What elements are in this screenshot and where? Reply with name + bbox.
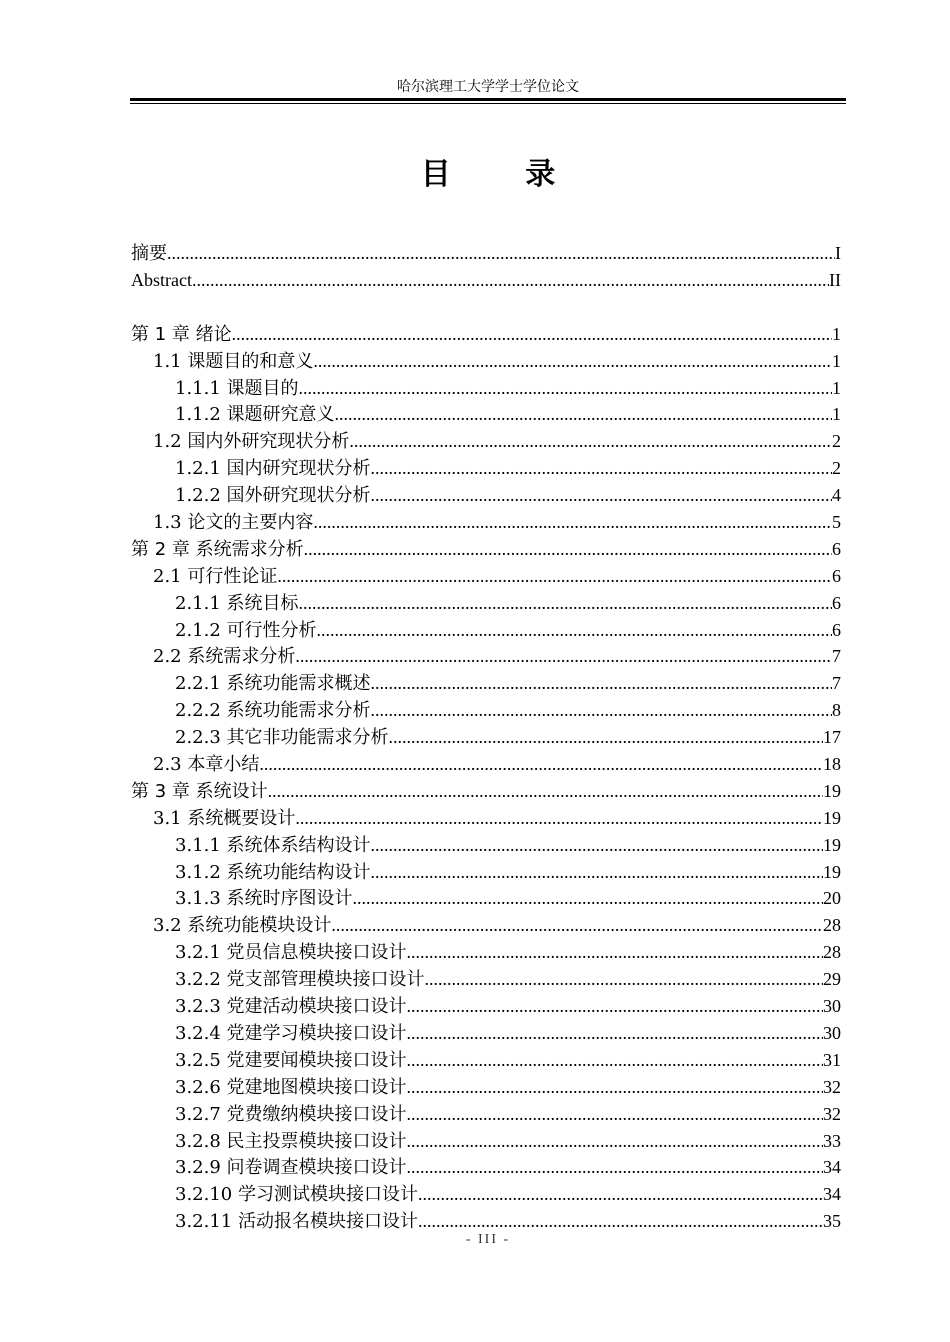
toc-entry-label: 3.2.6 党建地图模块接口设计 [175,1076,407,1098]
toc-entry-label: 第 2 章 系统需求分析 [131,538,304,560]
toc-dot-leader [371,670,832,697]
toc-entry-page: 34 [823,1157,841,1178]
toc-dot-leader [335,401,832,428]
toc-entry-label: 第 1 章 绪论 [131,323,232,345]
toc-entry-page: 33 [823,1130,841,1151]
toc-dot-leader [295,643,832,670]
toc-entry[interactable] [131,617,841,644]
toc-dot-leader [299,375,832,402]
toc-entry[interactable] [131,724,841,751]
toc-entry-label: 1.3 论文的主要内容 [153,512,314,534]
toc-entry-page: 32 [823,1076,841,1097]
toc-entry-page: 1 [832,350,841,371]
toc-dot-leader [407,1128,823,1155]
toc-entry-label: 2.1.1 系统目标 [175,592,299,614]
toc-dot-leader [389,724,823,751]
toc-entry-page: 19 [823,861,841,882]
toc-entry-page: 7 [832,673,841,694]
toc-entry[interactable] [131,375,841,402]
toc-dot-leader [299,590,832,617]
toc-entry-label: 3.1 系统概要设计 [153,807,296,829]
toc-entry-page: 4 [832,485,841,506]
toc-entry-label: 3.1.2 系统功能结构设计 [175,861,371,883]
toc-entry-label: 3.1.1 系统体系结构设计 [175,834,371,856]
header-rule-thick [130,98,846,101]
toc-entry[interactable] [131,240,841,267]
toc-entry[interactable] [131,939,841,966]
toc-entry[interactable] [131,1047,841,1074]
toc-dot-leader [407,1101,823,1128]
toc-entry-page: 6 [832,592,841,613]
toc-dot-leader [317,617,832,644]
toc-entry-label: 第 3 章 系统设计 [131,780,268,802]
toc-dot-leader [353,885,823,912]
toc-entry-label: 摘要 [131,243,167,264]
toc-entry-page: 8 [832,700,841,721]
toc-entry[interactable] [131,912,841,939]
toc-dot-leader [304,536,832,563]
toc-entry-page: 19 [823,807,841,828]
toc-dot-leader [277,563,832,590]
toc-entry[interactable] [131,1128,841,1155]
toc-entry[interactable] [131,643,841,670]
toc-entry-label: 2.1 可行性论证 [153,565,278,587]
toc-entry-label: 1.2.2 国外研究现状分析 [175,485,371,507]
toc-entry-label: 1.2.1 国内研究现状分析 [175,458,371,480]
toc-entry-page: 2 [832,458,841,479]
toc-entry[interactable] [131,509,841,536]
toc-entry[interactable] [131,1101,841,1128]
toc-entry[interactable] [131,1154,841,1181]
toc-dot-leader [167,240,835,267]
toc-entry-page: 2 [832,431,841,452]
header-rule-thin [130,103,846,104]
toc-entry-label: 3.2.4 党建学习模块接口设计 [175,1022,407,1044]
toc-dot-leader [349,428,832,455]
toc-entry-label: Abstract [131,269,192,290]
toc-entry-page: 20 [823,888,841,909]
toc-entry-label: 3.2.1 党员信息模块接口设计 [175,942,407,964]
toc-entry-page: 6 [832,619,841,640]
toc-entry-label: 1.1.1 课题目的 [175,377,299,399]
toc-entry-label: 2.2.2 系统功能需求分析 [175,700,371,722]
toc-dot-leader [192,267,829,294]
toc-entry[interactable] [131,482,841,509]
toc-entry-label: 2.2.3 其它非功能需求分析 [175,727,389,749]
toc-entry[interactable] [131,455,841,482]
toc-entry[interactable] [131,590,841,617]
toc-entry[interactable] [131,993,841,1020]
toc-entry-page: 1 [832,323,841,344]
toc-entry[interactable] [131,267,841,294]
toc-entry[interactable] [131,805,841,832]
toc-entry-label: 1.2 国内外研究现状分析 [153,431,350,453]
toc-title: 目 录 [420,157,588,192]
toc-dot-leader [313,348,832,375]
toc-entry[interactable] [131,697,841,724]
toc-dot-leader [371,697,832,724]
toc-entry[interactable] [131,885,841,912]
toc-entry-page: 34 [823,1184,841,1205]
toc-entry[interactable] [131,670,841,697]
toc-dot-leader [371,832,823,859]
running-header: 哈尔滨理工大学学士学位论文 [397,79,579,95]
toc-dot-leader [232,321,832,348]
toc-entry-page: 29 [823,969,841,990]
toc-dot-leader [407,1047,823,1074]
toc-entry-page: 30 [823,996,841,1017]
toc-entry[interactable] [131,536,841,563]
table-of-contents [131,240,841,1235]
toc-dot-leader [259,751,823,778]
toc-entry-page: 30 [823,1022,841,1043]
toc-entry-label: 1.1 课题目的和意义 [153,350,314,372]
toc-entry-label: 3.2 系统功能模块设计 [153,915,332,937]
toc-entry-label: 2.2.1 系统功能需求概述 [175,673,371,695]
toc-dot-leader [407,1074,823,1101]
toc-entry-page: 28 [823,915,841,936]
toc-dot-leader [407,1154,823,1181]
toc-entry-label: 3.2.5 党建要闻模块接口设计 [175,1049,407,1071]
toc-entry-label: 2.2 系统需求分析 [153,646,296,668]
toc-entry-page: 18 [823,754,841,775]
toc-dot-leader [371,859,823,886]
toc-entry[interactable] [131,348,841,375]
toc-entry-page: 1 [832,377,841,398]
toc-entry-label: 3.2.7 党费缴纳模块接口设计 [175,1103,407,1125]
toc-dot-leader [371,482,832,509]
toc-entry-label: 3.2.9 问卷调查模块接口设计 [175,1157,407,1179]
toc-entry[interactable] [131,1020,841,1047]
toc-dot-leader [268,778,823,805]
toc-dot-leader [313,509,832,536]
toc-entry-label: 3.2.8 民主投票模块接口设计 [175,1130,407,1152]
toc-entry[interactable] [131,428,841,455]
toc-entry[interactable] [131,778,841,805]
toc-entry-page: 32 [823,1103,841,1124]
toc-entry-page: 1 [832,404,841,425]
toc-entry-page: 6 [832,565,841,586]
toc-entry[interactable] [131,321,841,348]
toc-entry-label: 3.2.11 活动报名模块接口设计 [175,1211,418,1233]
toc-entry[interactable] [131,832,841,859]
toc-entry-label: 3.2.2 党支部管理模块接口设计 [175,969,425,991]
toc-entry-label: 3.1.3 系统时序图设计 [175,888,353,910]
toc-dot-leader [407,1020,823,1047]
toc-entry-label: 3.2.3 党建活动模块接口设计 [175,996,407,1018]
toc-entry[interactable] [131,751,841,778]
toc-entry-page: 19 [823,834,841,855]
toc-entry[interactable] [131,859,841,886]
toc-entry-page: 35 [823,1211,841,1232]
toc-entry[interactable] [131,966,841,993]
toc-entry-label: 2.3 本章小结 [153,754,260,776]
toc-entry[interactable] [131,1074,841,1101]
toc-dot-leader [425,966,823,993]
toc-dot-leader [407,993,823,1020]
toc-dot-leader [331,912,823,939]
toc-entry-page: 6 [832,538,841,559]
toc-entry-page: 17 [823,727,841,748]
toc-entry-page: II [829,269,841,290]
toc-entry-page: 31 [823,1049,841,1070]
page-number: - III - [465,1232,511,1247]
toc-entry-label: 1.1.2 课题研究意义 [175,404,335,426]
toc-entry-page: 7 [832,646,841,667]
toc-dot-leader [418,1181,823,1208]
toc-entry[interactable] [131,401,841,428]
toc-entry-label: 3.2.10 学习测试模块接口设计 [175,1184,418,1206]
toc-entry[interactable] [131,563,841,590]
toc-entry-page: 5 [832,512,841,533]
toc-entry[interactable] [131,1181,841,1208]
toc-dot-leader [371,455,832,482]
toc-entry-label: 2.1.2 可行性分析 [175,619,317,641]
toc-dot-leader [407,939,823,966]
toc-dot-leader [295,805,823,832]
toc-entry-page: 19 [823,780,841,801]
toc-entry-page: 28 [823,942,841,963]
toc-entry-page: I [835,243,841,263]
